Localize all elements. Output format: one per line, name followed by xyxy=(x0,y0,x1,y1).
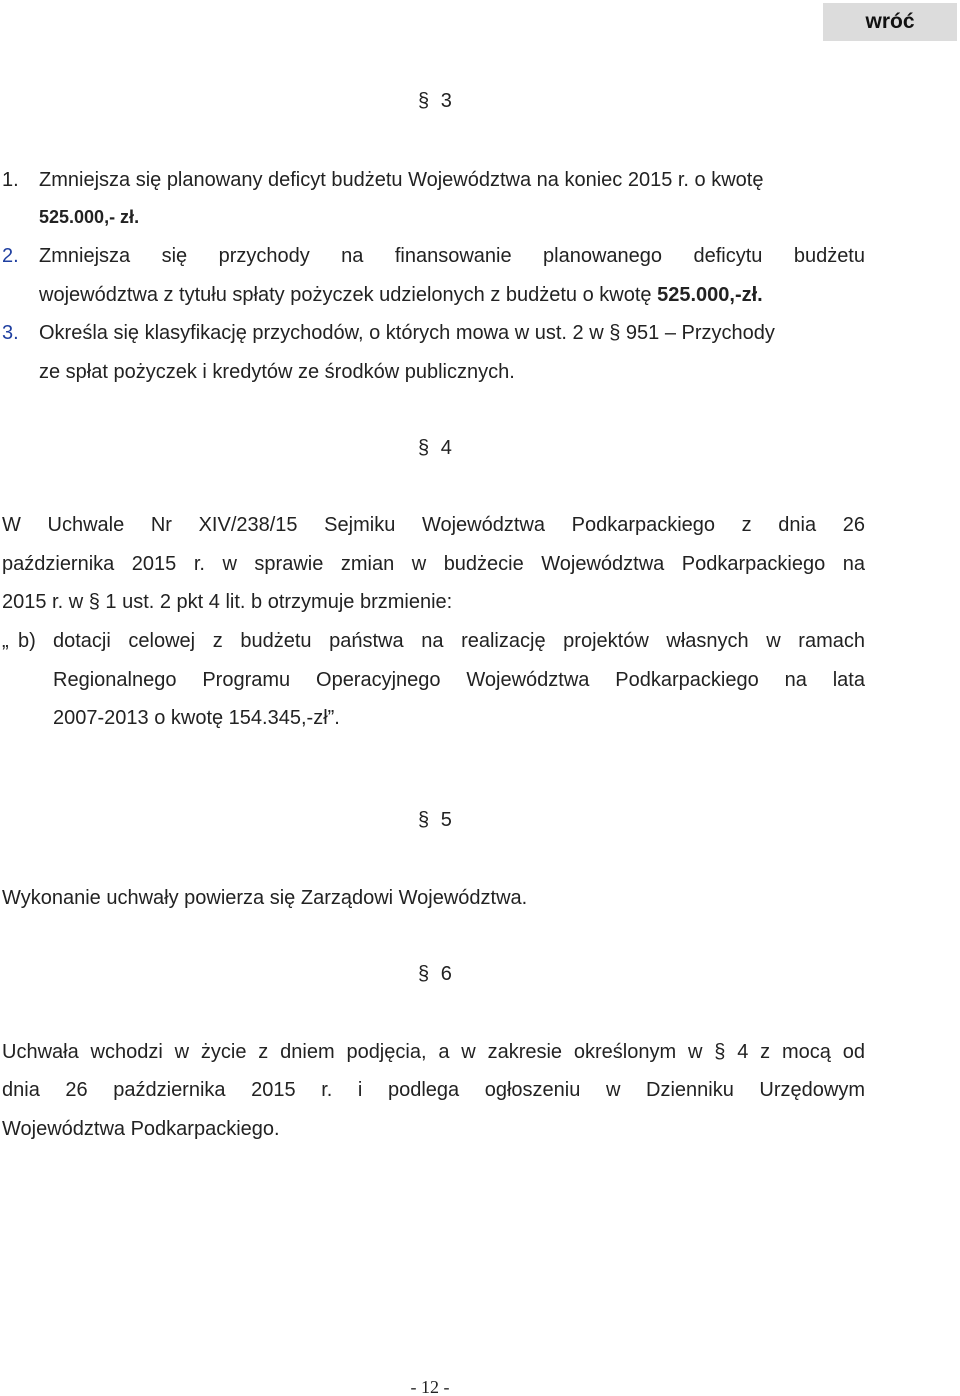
section-number: 6 xyxy=(440,963,452,985)
text-segment: Określa się klasyfikację przychodów, o których mowa w ust. 2 w xyxy=(39,322,610,344)
text-segment: 1 ust. 2 pkt 4 lit. b otrzymuje brzmienie: xyxy=(99,591,453,613)
section-heading-4 xyxy=(418,437,452,460)
text-segment: województwa z tytułu spłaty pożyczek udzielonych z budżetu o kwotę xyxy=(39,284,658,306)
section-number: 4 xyxy=(440,437,452,459)
section-sign: § xyxy=(418,963,430,985)
list-item-text xyxy=(39,321,775,345)
section-sign: § xyxy=(609,322,621,344)
list-item-text: Zmniejsza się przychody na finansowanie planowanego deficytu budżetu xyxy=(39,245,865,267)
page-number: - 12 - xyxy=(410,1377,450,1396)
section-sign: § xyxy=(418,437,430,459)
paragraph-line: W Uchwale Nr XIV/238/15 Sejmiku Województwa Podkarpackiego z dnia 26 xyxy=(2,514,865,536)
list-item-text: ze spłat pożyczek i kredytów ze środków publicznych. xyxy=(39,361,515,383)
list-item-number: 2. xyxy=(2,245,19,267)
text-segment: 2015 r. w xyxy=(2,591,89,613)
paragraph-line xyxy=(2,1040,865,1064)
paragraph-line: dnia 26 października 2015 r. i podlega ogłoszeniu w Dzienniku Urzędowym xyxy=(2,1079,865,1101)
paragraph-line: Wykonanie uchwały powierza się Zarządowi Województwa. xyxy=(2,887,528,909)
text-segment: 4 z mocą od xyxy=(725,1041,865,1063)
list-item-number: 3. xyxy=(2,322,19,344)
section-sign: § xyxy=(418,809,430,831)
paragraph-line: Województwa Podkarpackiego. xyxy=(2,1118,280,1140)
paragraph-line xyxy=(2,590,452,614)
list-item-text: Regionalnego Programu Operacyjnego Województwa Podkarpackiego na lata xyxy=(53,669,865,691)
opening-quote: „ xyxy=(2,630,9,652)
list-item-text: 2007-2013 o kwotę 154.345,-zł”. xyxy=(53,707,340,729)
section-sign: § xyxy=(88,591,100,613)
section-number: 5 xyxy=(440,809,452,831)
section-number: 3 xyxy=(440,90,452,112)
text-segment: 951 – Przychody xyxy=(620,322,775,344)
section-sign: § xyxy=(418,90,430,112)
list-item-text xyxy=(39,283,763,307)
list-item-label: b) xyxy=(18,630,36,652)
back-button[interactable]: wróć xyxy=(823,3,957,41)
section-heading-5 xyxy=(418,809,452,832)
text-segment: Uchwała wchodzi w życie z dniem podjęcia, a w zakresie określonym w xyxy=(2,1041,715,1063)
section-heading-6 xyxy=(418,963,452,986)
list-item-text: 525.000,- zł. xyxy=(39,207,140,227)
list-item-number: 1. xyxy=(2,169,19,191)
list-item-text: dotacji celowej z budżetu państwa na realizację projektów własnych w ramach xyxy=(53,630,865,652)
list-item-text: Zmniejsza się planowany deficyt budżetu Województwa na koniec 2015 r. o kwotę xyxy=(39,169,764,191)
amount: 525.000,-zł. xyxy=(657,284,763,306)
section-heading-3 xyxy=(418,90,452,113)
paragraph-line: października 2015 r. w sprawie zmian w budżecie Województwa Podkarpackiego na xyxy=(2,553,865,575)
section-sign: § xyxy=(714,1041,726,1063)
